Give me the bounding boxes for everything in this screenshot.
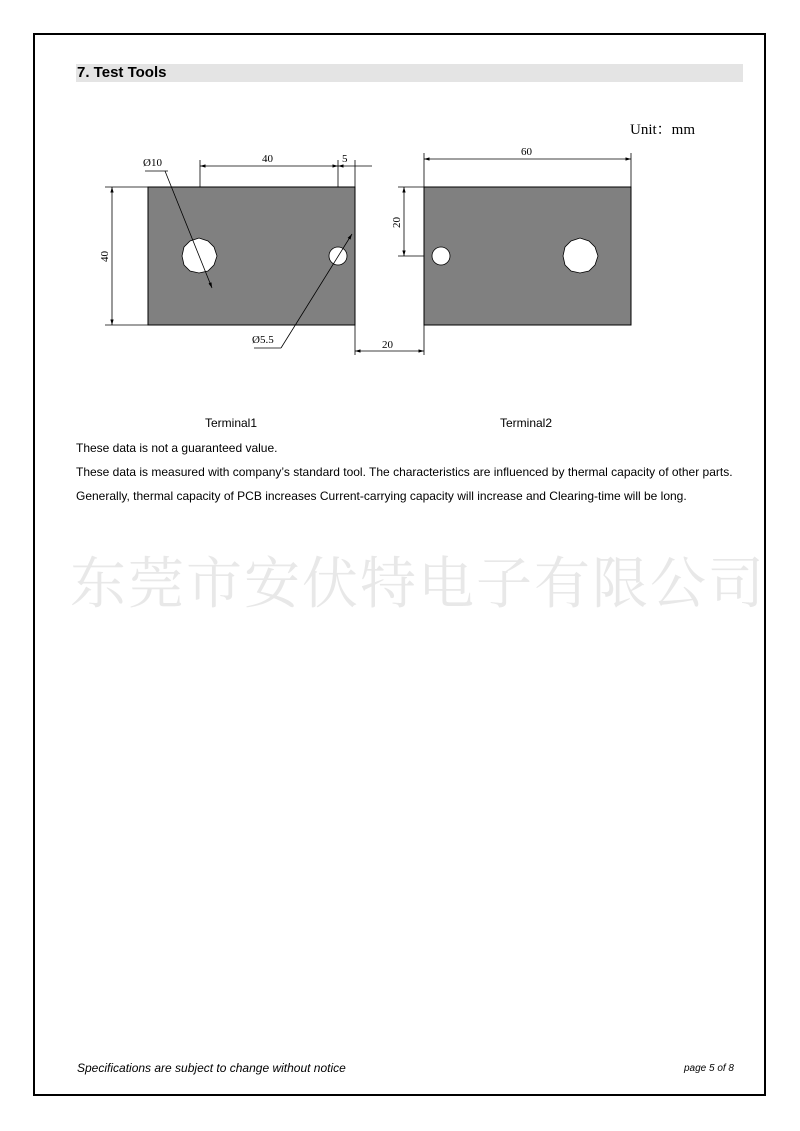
note-paragraph-1: These data is not a guaranteed value. [76, 441, 278, 455]
note-paragraph-2: These data is measured with company’s standard tool. The characteristics are influenced by thermal capacity of other parts. Generally, thermal capacity of PCB increases Current-carrying capacity will increase and Clearing-time will be long. [76, 465, 733, 503]
terminal2-plate [424, 187, 631, 325]
dim-5-top: 5 [342, 153, 348, 165]
dim-20-bottom: 20 [382, 339, 393, 351]
dim-60-top: 60 [521, 146, 532, 158]
dim-40-left: 40 [99, 251, 111, 262]
terminal-drawing [0, 0, 800, 400]
dim-40-top: 40 [262, 153, 273, 165]
dim-20-left: 20 [391, 217, 403, 228]
dim-phi10: Ø10 [143, 157, 162, 169]
section-title: 7. Test Tools [77, 64, 167, 81]
terminal2-small-hole [432, 247, 450, 265]
dim-phi5-5: Ø5.5 [252, 334, 274, 346]
terminal1-label: Terminal1 [205, 416, 258, 430]
terminal2-label: Terminal2 [500, 416, 553, 430]
terminal1-plate [148, 187, 355, 325]
footer-notice: Specifications are subject to change without notice [77, 1061, 346, 1075]
page-number: page 5 of 8 [683, 1063, 734, 1074]
company-watermark: 东莞市安伏特电子有限公司 [70, 552, 766, 617]
unit-label: Unit：mm [630, 122, 696, 138]
